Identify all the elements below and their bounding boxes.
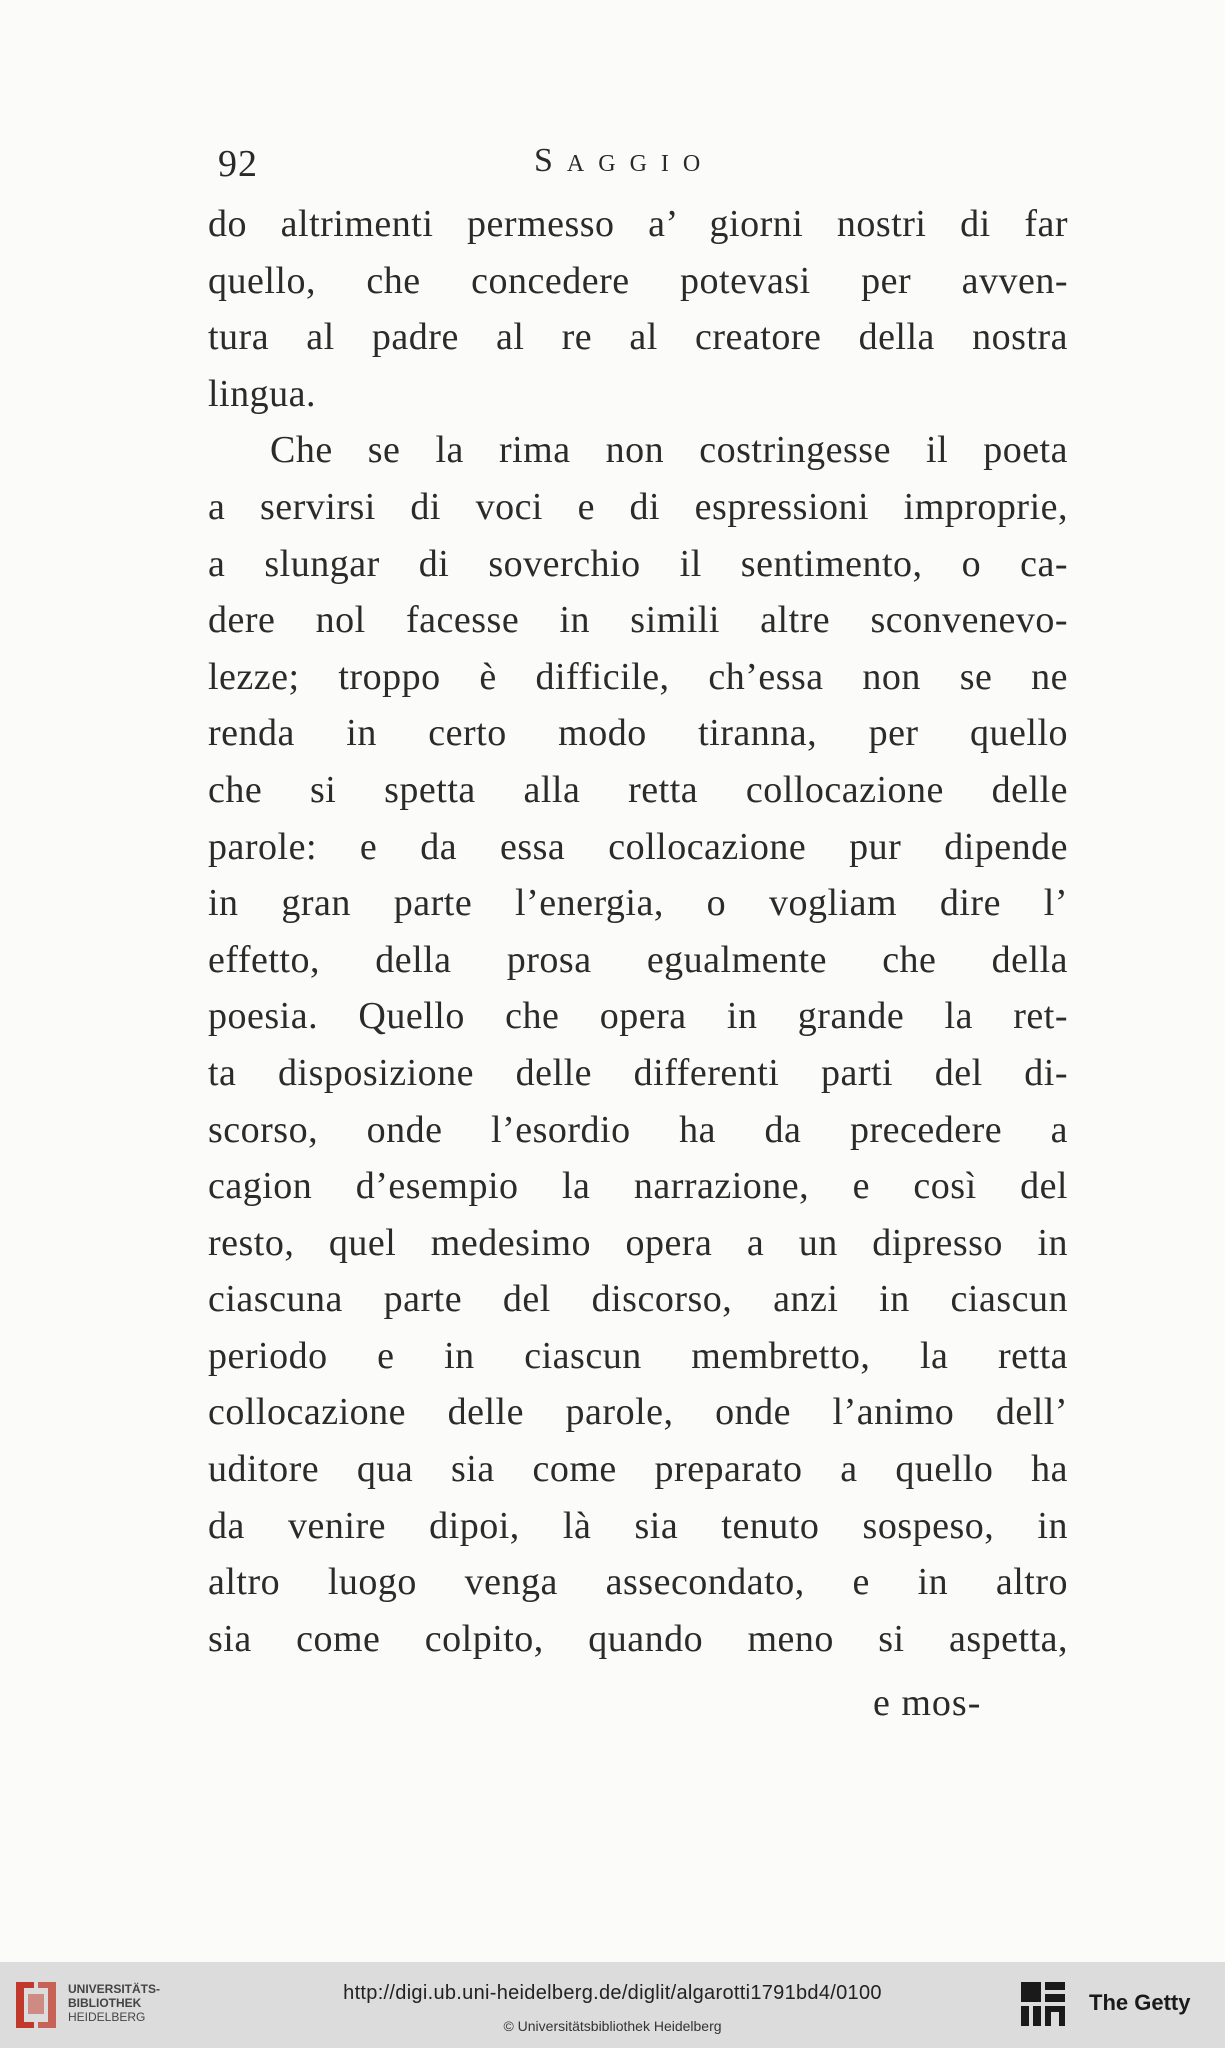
text-line: altro luogo venga assecondato, e in altro <box>208 1561 1068 1604</box>
text-line: do altrimenti permesso a’ giorni nostri di far <box>208 203 1068 245</box>
text-line: scorso, onde l’esordio ha da precedere a <box>208 1108 1068 1151</box>
getty-logo[interactable] <box>1019 1976 1209 2036</box>
text-line: dere nol facesse in simili altre sconvenevo- <box>208 599 1068 642</box>
text-line: uditore qua sia come preparato a quello ha <box>208 1448 1068 1491</box>
text-line: sia come colpito, quando meno si aspetta, <box>208 1617 1068 1660</box>
text-line: che si spetta alla retta collocazione delle <box>208 768 1068 811</box>
library-city: HEIDELBERG <box>68 2010 146 2024</box>
page-number: 92 <box>218 143 258 185</box>
text-line: ta disposizione delle differenti parti del di- <box>208 1051 1068 1094</box>
text-line: a servirsi di voci e di espressioni improprie, <box>208 485 1068 528</box>
text-line: in gran parte l’energia, o vogliam dire l’ <box>208 882 1068 925</box>
getty-logo-icon <box>1019 1980 1069 2030</box>
text-line: cagion d’esempio la narrazione, e così del <box>208 1165 1068 1208</box>
text-line: collocazione delle parole, onde l’animo dell’ <box>208 1391 1068 1434</box>
copyright-notice: © Universitätsbibliothek Heidelberg <box>503 2018 722 2034</box>
library-name-line: BIBLIOTHEK <box>68 1996 142 2010</box>
permalink-url[interactable]: http://digi.ub.uni-heidelberg.de/diglit/algarotti1791bd4/0100 <box>343 1982 882 2004</box>
text-line: poesia. Quello che opera in grande la ret- <box>208 995 1068 1038</box>
running-head: Saggio <box>534 142 715 179</box>
text-line: renda in certo modo tiranna, per quello <box>208 712 1068 755</box>
viewer-footer <box>0 1962 1225 2048</box>
page-header <box>214 142 1094 192</box>
text-line: da venire dipoi, là sia tenuto sospeso, in <box>208 1504 1068 1547</box>
text-line: quello, che concedere potevasi per avven- <box>208 259 1068 302</box>
text-line: periodo e in ciascun membretto, la retta <box>208 1334 1068 1377</box>
text-line: parole: e da essa collocazione pur dipende <box>208 825 1068 868</box>
text-line: resto, quel medesimo opera a un dipresso in <box>208 1221 1068 1264</box>
text-line: ciascuna parte del discorso, anzi in ciascun <box>208 1278 1068 1321</box>
text-line: lezze; troppo è difficile, ch’essa non se ne <box>208 655 1068 698</box>
text-line: a slungar di soverchio il sentimento, o ca- <box>208 542 1068 585</box>
getty-label: The Getty <box>1089 1990 1191 2015</box>
library-name-line: UNIVERSITÄTS- <box>68 1982 161 1996</box>
text-line: Che se la rima non costringesse il poeta <box>270 429 1068 472</box>
body-text <box>208 196 1068 1667</box>
catchword: e mos- <box>873 1682 982 1724</box>
text-line: tura al padre al re al creatore della nostra <box>208 316 1068 359</box>
text-line: lingua. <box>208 372 316 415</box>
text-line: effetto, della prosa egualmente che della <box>208 938 1068 981</box>
